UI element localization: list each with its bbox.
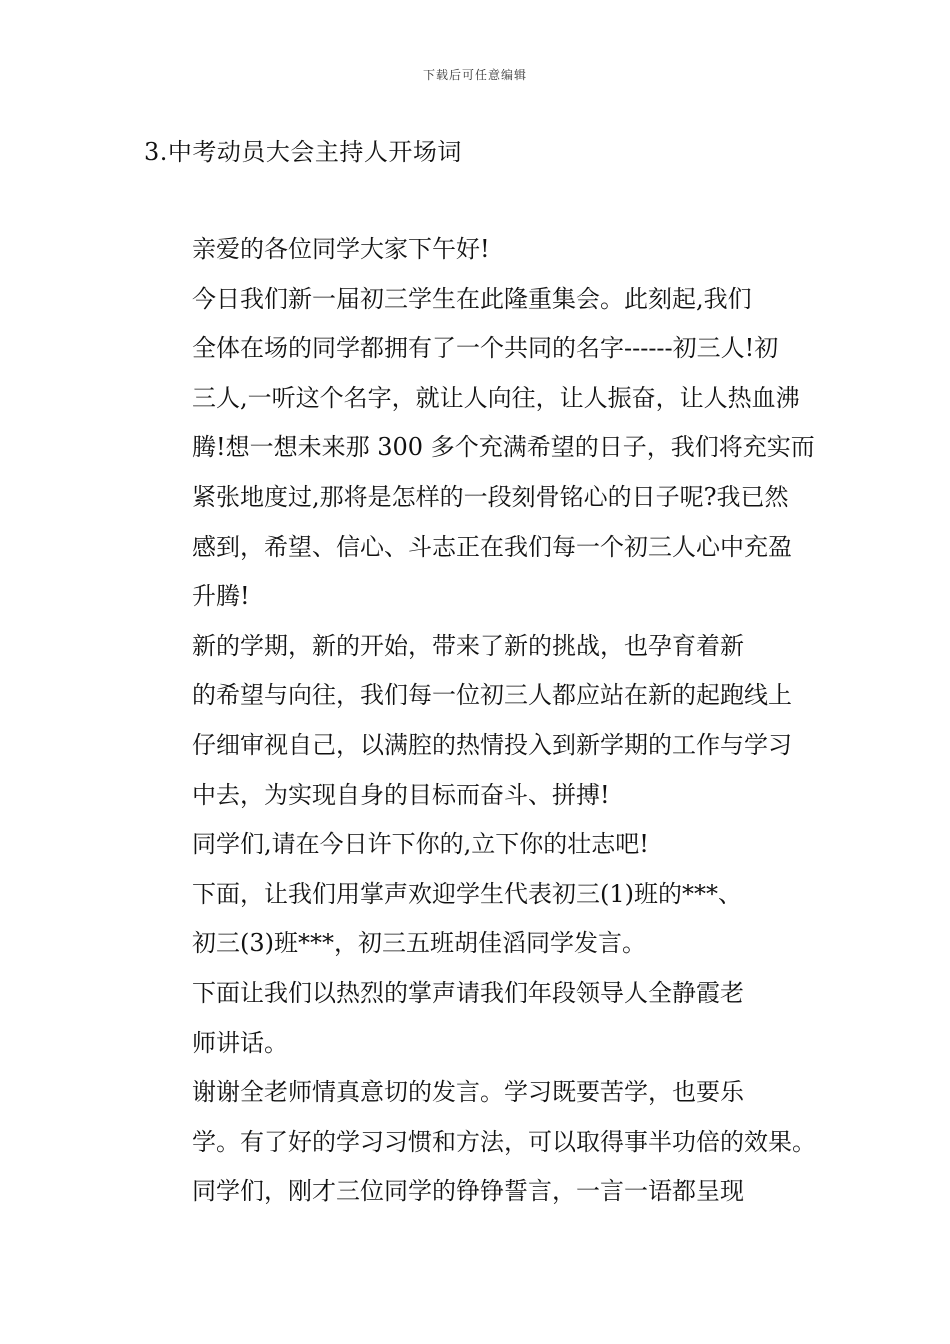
paragraph bbox=[144, 969, 804, 1068]
paragraph bbox=[144, 870, 804, 969]
text-line: 师讲话。 bbox=[192, 1028, 288, 1057]
text-line: 谢谢全老师情真意切的发言。学习既要苦学，也要乐 bbox=[192, 1078, 744, 1107]
paragraph bbox=[144, 225, 804, 275]
paragraph bbox=[144, 275, 815, 622]
document-body bbox=[144, 225, 816, 1217]
text-line: 同学们,请在今日许下你的,立下你的壮志吧! bbox=[192, 830, 649, 859]
document-title: 3.中考动员大会主持人开场词 bbox=[144, 138, 462, 166]
header-note: 下载后可任意编辑 bbox=[422, 68, 527, 82]
text-line: 下面，让我们用掌声欢迎学生代表初三(1)班的***、 bbox=[192, 879, 742, 908]
text-line: 亲爱的各位同学大家下午好! bbox=[192, 235, 490, 263]
text-line: 升腾! bbox=[192, 582, 250, 611]
text-line: 下面让我们以热烈的掌声请我们年段领导人全静霞老 bbox=[192, 978, 744, 1007]
text-line: 中去，为实现自身的目标而奋斗、拼搏! bbox=[192, 780, 610, 809]
text-line: 三人,一听这个名字，就让人向往，让人振奋，让人热血沸 bbox=[192, 383, 800, 412]
paragraph bbox=[144, 1167, 804, 1217]
paragraph bbox=[144, 820, 804, 870]
text-line: 全体在场的同学都拥有了一个共同的名字------初三人!初 bbox=[192, 334, 779, 363]
text-line: 腾!想一想未来那 300 多个充满希望的日子，我们将充实而 bbox=[192, 433, 815, 462]
text-line: 今日我们新一届初三学生在此隆重集会。此刻起,我们 bbox=[192, 284, 752, 313]
paragraph bbox=[144, 1068, 816, 1167]
text-line: 学。有了好的学习习惯和方法，可以取得事半功倍的效果。 bbox=[192, 1127, 816, 1156]
text-line: 紧张地度过,那将是怎样的一段刻骨铭心的日子呢?我已然 bbox=[192, 482, 789, 511]
paragraph bbox=[144, 622, 804, 820]
text-line: 感到，希望、信心、斗志正在我们每一个初三人心中充盈 bbox=[192, 532, 792, 561]
text-line: 新的学期，新的开始，带来了新的挑战，也孕育着新 bbox=[192, 631, 744, 660]
text-line: 同学们，刚才三位同学的铮铮誓言，一言一语都呈现 bbox=[192, 1177, 744, 1206]
text-line: 的希望与向往，我们每一位初三人都应站在新的起跑线上 bbox=[192, 681, 792, 710]
text-line: 初三(3)班***，初三五班胡佳滔同学发言。 bbox=[192, 929, 646, 958]
text-line: 仔细审视自己，以满腔的热情投入到新学期的工作与学习 bbox=[192, 730, 792, 759]
